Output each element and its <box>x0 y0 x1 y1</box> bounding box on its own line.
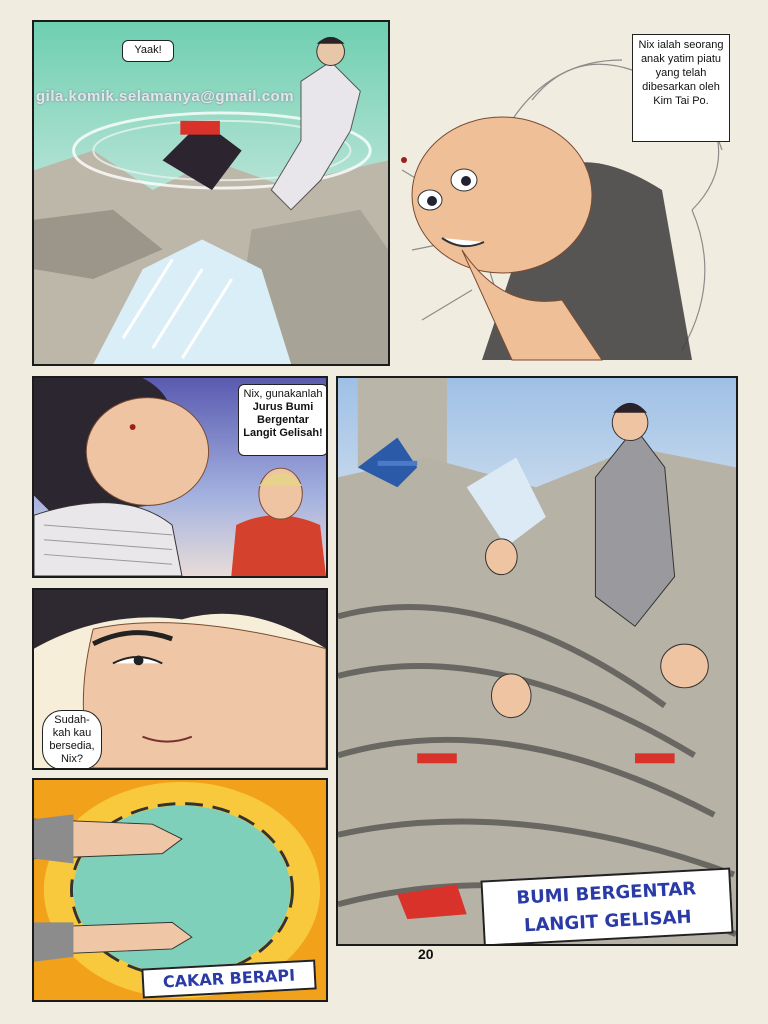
panel-6-art <box>338 378 736 944</box>
speech-bubble-ready: Sudah-kah kau bersedia, Nix? <box>42 710 102 770</box>
sfx-line-1: BUMI BERGENTAR <box>515 878 697 909</box>
panel-5 <box>32 778 328 1002</box>
panel-1 <box>32 20 390 366</box>
sfx-cakar-berapi: CAKAR BERAPI <box>141 959 316 998</box>
panel-3 <box>32 376 328 578</box>
sfx-bumi-bergentar <box>480 868 733 946</box>
speech-bubble-nix-technique <box>238 384 328 456</box>
bubble-technique-name: Jurus Bumi Bergentar Langit Gelisah! <box>243 401 323 439</box>
panel-2 <box>392 20 737 366</box>
narration-box: Nix ialah seorang anak yatim piatu yang telah dibesarkan oleh Kim Tai Po. <box>632 34 730 142</box>
bubble-line-1: Nix, gunakanlah <box>243 388 323 400</box>
panel-1-art <box>34 22 388 364</box>
speech-bubble-yaak: Yaak! <box>122 40 174 62</box>
page-number: 20 <box>418 946 434 962</box>
watermark: gila.komik.selamanya@gmail.com <box>36 88 295 105</box>
sfx-line-2: LANGIT GELISAH <box>523 906 693 937</box>
panel-4 <box>32 588 328 770</box>
panel-6 <box>336 376 738 946</box>
